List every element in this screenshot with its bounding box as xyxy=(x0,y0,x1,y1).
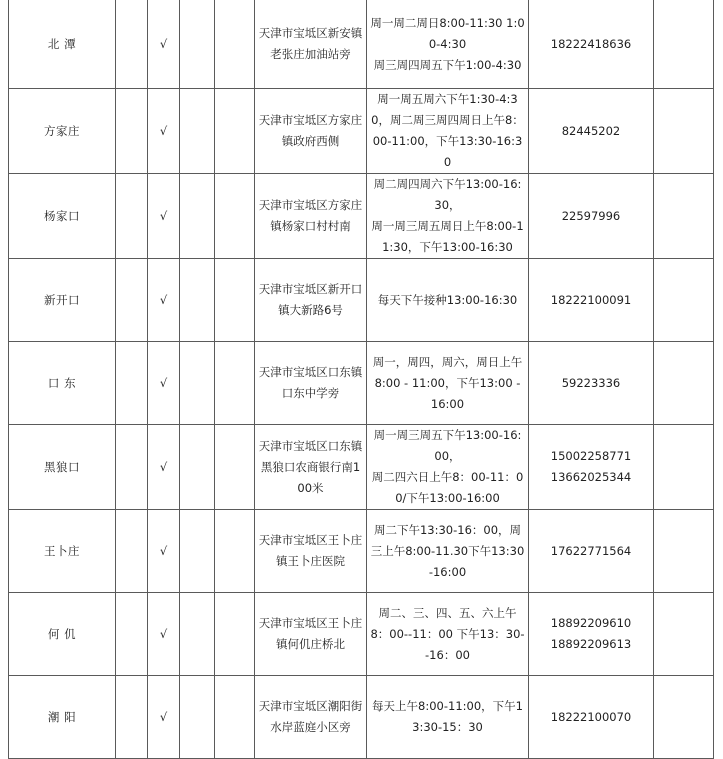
address-cell: 天津市宝坻区王卜庄镇王卜庄医院 xyxy=(255,510,367,593)
hours-cell: 周一周二周日8:00-11:30 1:00-4:30 周三周四周五下午1:00-4:30 xyxy=(367,0,529,89)
empty-cell xyxy=(116,0,148,89)
phone-cell: 17622771564 xyxy=(529,510,654,593)
table-row xyxy=(9,342,714,425)
empty-cell xyxy=(215,89,255,174)
address-cell: 天津市宝坻区方家庄镇政府西侧 xyxy=(255,89,367,174)
empty-cell xyxy=(654,425,714,510)
empty-cell xyxy=(654,342,714,425)
site-name-cell: 王卜庄 xyxy=(9,510,116,593)
empty-cell xyxy=(180,0,215,89)
phone-cell: 18222418636 xyxy=(529,0,654,89)
address-cell: 天津市宝坻区口东镇黑狼口农商银行南100米 xyxy=(255,425,367,510)
page-right-margin xyxy=(713,0,723,755)
table-row xyxy=(9,510,714,593)
empty-cell xyxy=(116,425,148,510)
site-name-cell: 口 东 xyxy=(9,342,116,425)
empty-cell xyxy=(116,593,148,676)
phone-cell: 18222100070 xyxy=(529,676,654,759)
empty-cell xyxy=(215,0,255,89)
checkmark-cell: √ xyxy=(148,425,180,510)
empty-cell xyxy=(180,425,215,510)
address-cell: 天津市宝坻区方家庄镇杨家口村村南 xyxy=(255,174,367,259)
checkmark-cell: √ xyxy=(148,510,180,593)
hours-cell: 周一周三周五下午13:00-16:00， 周二四六日上午8：00-11：00/下午13:00-16:00 xyxy=(367,425,529,510)
address-cell: 天津市宝坻区王卜庄镇何仉庄桥北 xyxy=(255,593,367,676)
hours-cell: 周二下午13:30-16：00，周三上午8:00-11.30下午13:30-16:00 xyxy=(367,510,529,593)
checkmark-cell: √ xyxy=(148,593,180,676)
hours-cell: 每天下午接种13:00-16:30 xyxy=(367,259,529,342)
site-name-cell: 黑狼口 xyxy=(9,425,116,510)
hours-cell: 周二、三、四、五、六上午8：00--11：00 下午13：30--16：00 xyxy=(367,593,529,676)
address-cell: 天津市宝坻区口东镇口东中学旁 xyxy=(255,342,367,425)
empty-cell xyxy=(654,174,714,259)
table-row xyxy=(9,0,714,89)
empty-cell xyxy=(180,174,215,259)
checkmark-cell: √ xyxy=(148,342,180,425)
address-cell: 天津市宝坻区潮阳街水岸蓝庭小区旁 xyxy=(255,676,367,759)
empty-cell xyxy=(215,425,255,510)
phone-cell: 18892209610 18892209613 xyxy=(529,593,654,676)
phone-cell: 82445202 xyxy=(529,89,654,174)
empty-cell xyxy=(215,259,255,342)
hours-cell: 每天上午8:00-11:00，下午13:30-15：30 xyxy=(367,676,529,759)
site-name-cell: 北 潭 xyxy=(9,0,116,89)
table-row xyxy=(9,425,714,510)
site-name-cell: 何 仉 xyxy=(9,593,116,676)
empty-cell xyxy=(116,342,148,425)
empty-cell xyxy=(654,510,714,593)
empty-cell xyxy=(116,174,148,259)
empty-cell xyxy=(180,259,215,342)
empty-cell xyxy=(180,89,215,174)
hours-cell: 周一，周四，周六，周日上午8:00 - 11:00，下午13:00 - 16:00 xyxy=(367,342,529,425)
empty-cell xyxy=(180,342,215,425)
empty-cell xyxy=(654,593,714,676)
empty-cell xyxy=(116,676,148,759)
table-row xyxy=(9,89,714,174)
empty-cell xyxy=(654,0,714,89)
checkmark-cell: √ xyxy=(148,89,180,174)
empty-cell xyxy=(654,676,714,759)
site-name-cell: 杨家口 xyxy=(9,174,116,259)
empty-cell xyxy=(654,259,714,342)
empty-cell xyxy=(215,510,255,593)
checkmark-cell: √ xyxy=(148,676,180,759)
table-row xyxy=(9,593,714,676)
hours-cell: 周二周四周六下午13:00-16:30， 周一周三周五周日上午8:00-11:30，下午13:00-16:30 xyxy=(367,174,529,259)
site-name-cell: 新开口 xyxy=(9,259,116,342)
phone-cell: 22597996 xyxy=(529,174,654,259)
table-row xyxy=(9,259,714,342)
phone-cell: 15002258771 13662025344 xyxy=(529,425,654,510)
phone-cell: 59223336 xyxy=(529,342,654,425)
checkmark-cell: √ xyxy=(148,174,180,259)
empty-cell xyxy=(215,593,255,676)
checkmark-cell: √ xyxy=(148,259,180,342)
empty-cell xyxy=(215,342,255,425)
empty-cell xyxy=(116,510,148,593)
empty-cell xyxy=(116,259,148,342)
empty-cell xyxy=(116,89,148,174)
site-name-cell: 方家庄 xyxy=(9,89,116,174)
empty-cell xyxy=(654,89,714,174)
empty-cell xyxy=(180,676,215,759)
site-name-cell: 潮 阳 xyxy=(9,676,116,759)
phone-cell: 18222100091 xyxy=(529,259,654,342)
address-cell: 天津市宝坻区新开口镇大新路6号 xyxy=(255,259,367,342)
hours-cell: 周一周五周六下午1:30-4:30，周二周三周四周日上午8：00-11:00，下午13:30-16:30 xyxy=(367,89,529,174)
vaccination-sites-table xyxy=(8,0,714,759)
empty-cell xyxy=(215,676,255,759)
empty-cell xyxy=(215,174,255,259)
empty-cell xyxy=(180,593,215,676)
checkmark-cell: √ xyxy=(148,0,180,89)
empty-cell xyxy=(180,510,215,593)
address-cell: 天津市宝坻区新安镇老张庄加油站旁 xyxy=(255,0,367,89)
table-row xyxy=(9,174,714,259)
table-row xyxy=(9,676,714,759)
